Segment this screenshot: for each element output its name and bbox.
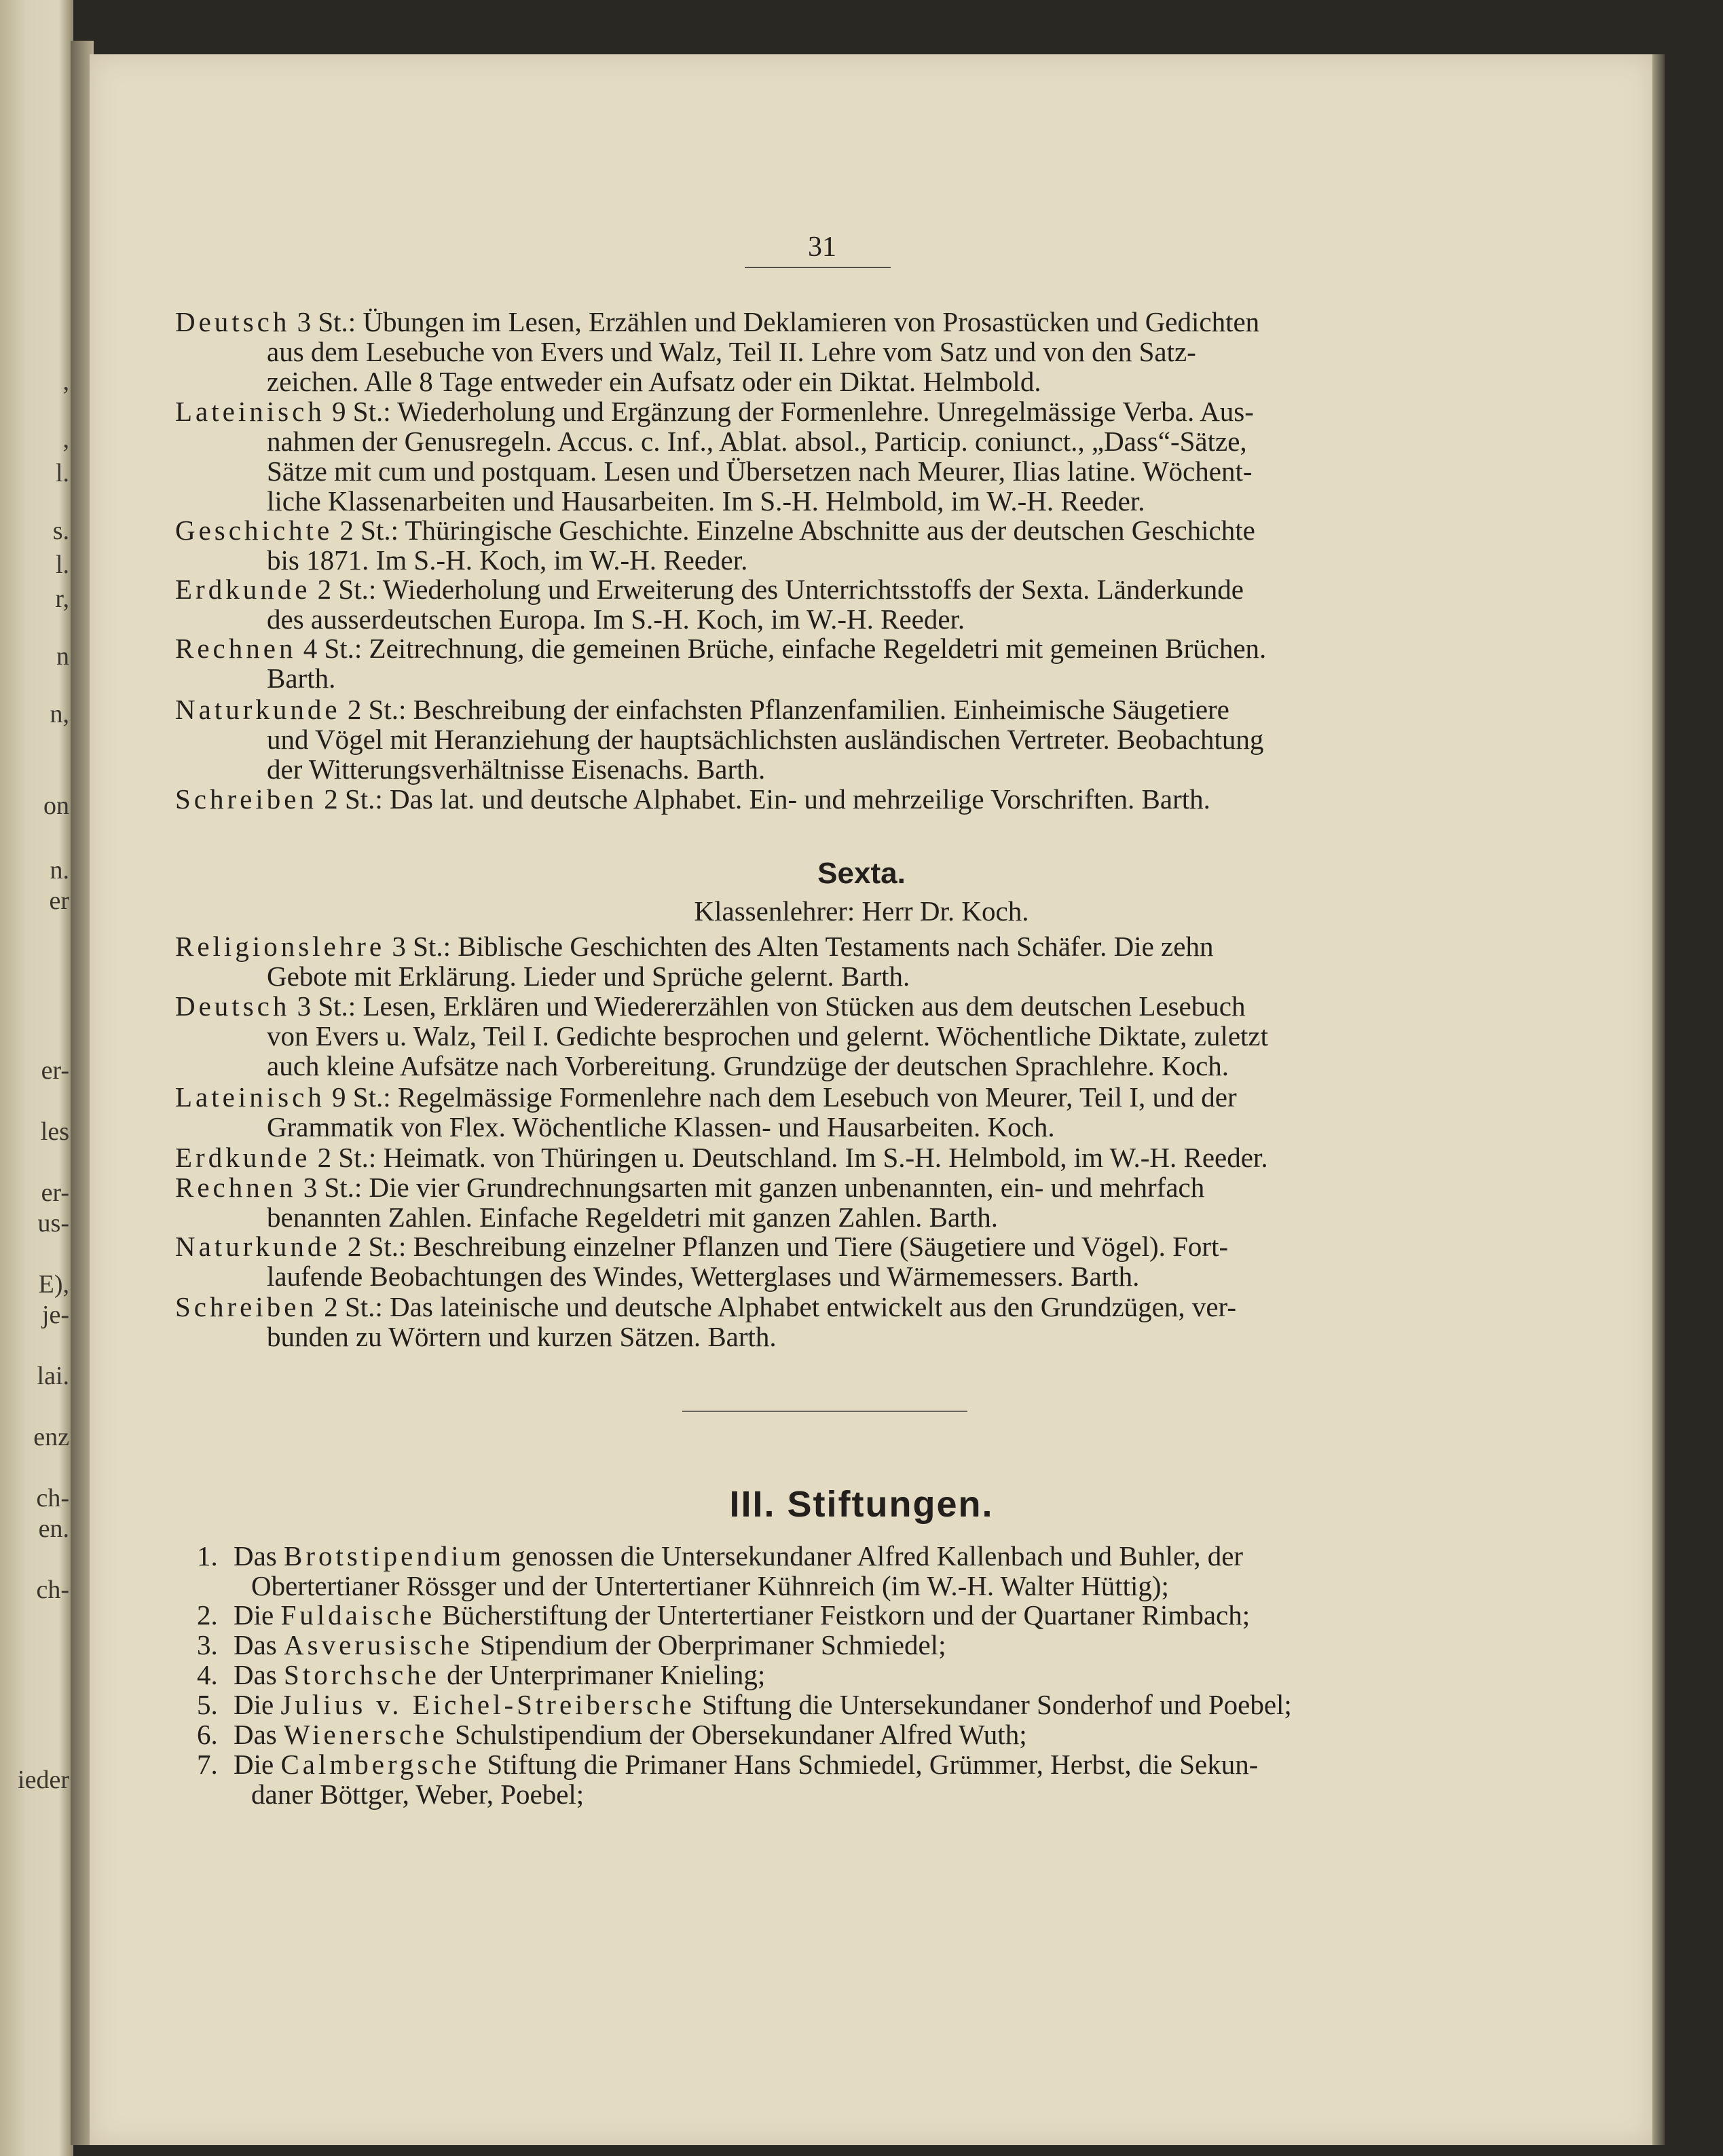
margin-fragment: er [49,887,69,915]
subject-name: Lateinisch [175,396,325,427]
entry-line: Sätze mit cum und postquam. Lesen und Übersetzen nach Meurer, Ilias latine. Wöchent- [267,456,1253,487]
sexta-klassenlehrer: Klassenlehrer: Herr Dr. Koch. [694,895,1029,927]
item-text [234,1630,1472,1660]
subject-hours: 2 St.: [316,1291,390,1322]
subject-text: Die vier Grundrechnungsarten mit ganzen unbenannten, ein- und mehrfach [369,1172,1205,1203]
item-article: Das [234,1719,284,1750]
subject-text: Beschreibung der einfachsten Pflanzenfamilien. Einheimische Säugetiere [413,694,1229,725]
item-text [234,1749,1472,1779]
item-description: Schulstipendium der Obersekundaner Alfred Wuth; [447,1719,1027,1750]
entry-line: bunden zu Wörtern und kurzen Sätzen. Barth. [267,1321,777,1352]
margin-fragment: , [62,425,69,453]
item-number: 3. [197,1629,218,1660]
item-number: 1. [197,1540,218,1572]
entry-line [175,396,1472,426]
item-number: 5. [197,1689,218,1720]
margin-fragment: je- [41,1301,69,1329]
item-description: Stiftung die Primaner Hans Schmiedel, Grümmer, Herbst, die Sekun- [480,1749,1259,1780]
page-number: 31 [808,231,836,263]
item-text [234,1690,1472,1720]
margin-fragment: ch- [36,1484,69,1512]
subject-hours: 4 St.: [296,633,369,664]
entry-line: des ausserdeutschen Europa. Im S.-H. Koch, im W.-H. Reeder. [267,603,965,635]
subject-name: Lateinisch [175,1081,325,1113]
curriculum-entry [175,931,1472,991]
item-number: 6. [197,1719,218,1750]
subject-text: Beschreibung einzelner Pflanzen und Tiere (Säugetiere und Vögel). Fort- [413,1231,1229,1262]
entry-line [175,1172,1472,1202]
curriculum-entry [175,694,1472,784]
subject-hours: 2 St.: [340,1231,413,1262]
entry-line: Gebote mit Erklärung. Lieder und Sprüche gelernt. Barth. [267,961,910,992]
stiftung-item [197,1690,1472,1720]
item-article: Das [234,1629,284,1660]
curriculum-entry [175,396,1472,516]
margin-fragment: er- [41,1178,69,1207]
margin-fragment: en. [38,1514,69,1543]
foundation-name: Brotstipendium [284,1540,505,1572]
margin-fragment: , [62,367,69,396]
subject-hours: 2 St.: [316,783,390,815]
margin-fragment: l. [55,459,69,487]
subject-name: Erdkunde [175,1142,311,1173]
stiftung-item [197,1541,1472,1601]
sexta-heading: Sexta. [817,857,906,890]
margin-fragment: ieder [18,1766,69,1794]
foundation-name: Asverusische [284,1629,473,1660]
subject-hours: 2 St.: [310,574,383,605]
entry-line [175,991,1472,1021]
margin-fragment: enz [33,1423,69,1451]
subject-hours: 3 St.: [290,990,363,1022]
item-text [234,1720,1472,1749]
item-number: 2. [197,1599,218,1631]
margin-fragment: r, [55,584,69,613]
subject-text: Heimatk. von Thüringen u. Deutschland. Im S.-H. Helmbold, im W.-H. Reeder. [383,1142,1268,1173]
subject-text: Thüringische Geschichte. Einzelne Abschnitte aus der deutschen Geschichte [405,515,1255,546]
entry-line: benannten Zahlen. Einfache Regeldetri mit ganzen Zahlen. Barth. [267,1202,998,1233]
subject-hours: 9 St.: [325,396,398,427]
margin-fragment: l. [55,551,69,579]
margin-fragment: n [56,642,69,671]
entry-line [175,1142,1472,1172]
curriculum-entry [175,574,1472,634]
stiftungen-heading: III. Stiftungen. [729,1484,994,1525]
stiftung-item [197,1660,1472,1690]
entry-line: von Evers u. Walz, Teil I. Gedichte besprochen und gelernt. Wöchentliche Diktate, zuletzt [267,1020,1269,1052]
subject-name: Deutsch [175,306,291,337]
stiftung-item [197,1749,1472,1809]
entry-line [175,515,1472,545]
margin-fragment: on [43,792,69,820]
item-description: Bücherstiftung der Untertertianer Feistkorn und der Quartaner Rimbach; [435,1599,1250,1631]
entry-line [175,931,1472,961]
curriculum-entry [175,633,1472,693]
entry-line: aus dem Lesebuche von Evers und Walz, Teil II. Lehre vom Satz und von den Satz- [267,336,1196,367]
subject-text: Wiederholung und Ergänzung der Formenlehre. Unregelmässige Verba. Aus- [397,396,1254,427]
margin-fragment: n. [50,856,69,885]
curriculum-entry [175,1082,1472,1142]
subject-name: Rechnen [175,1172,297,1203]
stiftung-item [197,1600,1472,1630]
item-description: genossen die Untersekundaner Alfred Kallenbach und Buhler, der [504,1540,1244,1572]
entry-line: liche Klassenarbeiten und Hausarbeiten. Im S.-H. Helmbold, im W.-H. Reeder. [267,485,1145,517]
page-edge [1652,54,1665,2145]
curriculum-entry [175,1142,1472,1172]
entry-line: Barth. [267,663,336,694]
subject-hours: 3 St.: [385,931,458,962]
subject-name: Naturkunde [175,694,341,725]
entry-line: zeichen. Alle 8 Tage entweder ein Aufsatz oder ein Diktat. Helmbold. [267,366,1041,397]
curriculum-entry [175,515,1472,575]
entry-line [175,784,1472,814]
subject-text: Das lateinische und deutsche Alphabet entwickelt aus den Grundzügen, ver- [390,1291,1237,1322]
item-number: 7. [197,1749,218,1780]
entry-line: Grammatik von Flex. Wöchentliche Klassen- und Hausarbeiten. Koch. [267,1111,1055,1142]
subject-name: Rechnen [175,633,297,664]
subject-text: Zeitrechnung, die gemeinen Brüche, einfache Regeldetri mit gemeinen Brüchen. [369,633,1267,664]
foundation-name: Wienersche [284,1719,448,1750]
subject-name: Naturkunde [175,1231,341,1262]
entry-line: und Vögel mit Heranziehung der hauptsächlichsten ausländischen Vertreter. Beobachtung [267,724,1264,755]
entry-line [175,633,1472,663]
subject-name: Erdkunde [175,574,311,605]
entry-line [175,1292,1472,1322]
foundation-name: Storchsche [284,1659,440,1690]
entry-line: bis 1871. Im S.-H. Koch, im W.-H. Reeder. [267,544,748,576]
subject-text: Biblische Geschichten des Alten Testaments nach Schäfer. Die zehn [458,931,1214,962]
subject-name: Geschichte [175,515,333,546]
entry-line [175,694,1472,724]
curriculum-entry [175,1292,1472,1352]
margin-fragment: us- [37,1209,69,1238]
item-article: Die [234,1599,281,1631]
subject-name: Deutsch [175,990,291,1022]
subject-hours: 3 St.: [290,306,363,337]
margin-fragment: ch- [36,1576,69,1604]
subject-name: Schreiben [175,783,317,815]
item-number: 4. [197,1659,218,1690]
margin-fragment: n, [50,700,69,728]
entry-line [175,1231,1472,1261]
margin-fragment: s. [52,517,69,545]
curriculum-entry [175,1231,1472,1291]
item-description: der Unterprimaner Knieling; [439,1659,766,1690]
subject-text: Wiederholung und Erweiterung des Unterrichtsstoffs der Sexta. Länderkunde [382,574,1244,605]
subject-text: Übungen im Lesen, Erzählen und Deklamieren von Prosastücken und Gedichten [363,306,1260,337]
foundation-name: Calmbergsche [280,1749,481,1780]
curriculum-entry [175,991,1472,1081]
item-text [234,1600,1472,1630]
subject-name: Religionslehre [175,931,386,962]
entry-line [175,574,1472,604]
margin-fragment: er- [41,1056,69,1085]
item-continuation: daner Böttger, Weber, Poebel; [251,1779,585,1810]
subject-hours: 2 St.: [340,694,413,725]
margin-fragment: les [40,1117,69,1146]
margin-fragment: E), [38,1270,69,1299]
item-text [234,1541,1472,1571]
margin-fragment: lai. [37,1362,69,1390]
curriculum-entry [175,784,1472,814]
subject-text: Lesen, Erklären und Wiedererzählen von Stücken aus dem deutschen Lesebuch [363,990,1246,1022]
item-article: Die [234,1749,281,1780]
entry-line [175,307,1472,337]
subject-text: Das lat. und deutsche Alphabet. Ein- und mehrzeilige Vorschriften. Barth. [390,783,1210,815]
foundation-name: Julius v. Eichel-Streibersche [280,1689,695,1720]
curriculum-entry [175,1172,1472,1232]
entry-line [175,1082,1472,1112]
item-continuation: Obertertianer Rössger und der Untertertianer Kühnreich (im W.-H. Walter Hüttig); [251,1570,1169,1601]
curriculum-entry [175,307,1472,396]
item-description: Stiftung die Untersekundaner Sonderhof und Poebel; [694,1689,1292,1720]
foundation-name: Fuldaische [280,1599,436,1631]
subject-text: Regelmässige Formenlehre nach dem Lesebuch von Meurer, Teil I, und der [397,1081,1237,1113]
subject-name: Schreiben [175,1291,317,1322]
subject-hours: 2 St.: [310,1142,384,1173]
subject-hours: 9 St.: [325,1081,398,1113]
item-article: Das [234,1659,284,1690]
section-separator [682,1411,967,1412]
subject-hours: 3 St.: [296,1172,369,1203]
stiftung-item [197,1630,1472,1660]
entry-line: laufende Beobachtungen des Windes, Wetterglases und Wärmemessers. Barth. [267,1261,1140,1292]
entry-line: nahmen der Genusregeln. Accus. c. Inf., Ablat. absol., Particip. coniunct., „Dass“-Sätze, [267,426,1247,457]
item-article: Das [234,1540,284,1572]
item-description: Stipendium der Oberprimaner Schmiedel; [473,1629,946,1660]
subject-hours: 2 St.: [333,515,405,546]
entry-line: der Witterungsverhältnisse Eisenachs. Barth. [267,754,766,785]
item-text [234,1660,1472,1690]
page-number-rule [745,267,891,268]
entry-line: auch kleine Aufsätze nach Vorbereitung. Grundzüge der deutschen Sprachlehre. Koch. [267,1050,1229,1081]
item-article: Die [234,1689,281,1720]
stiftung-item [197,1720,1472,1749]
